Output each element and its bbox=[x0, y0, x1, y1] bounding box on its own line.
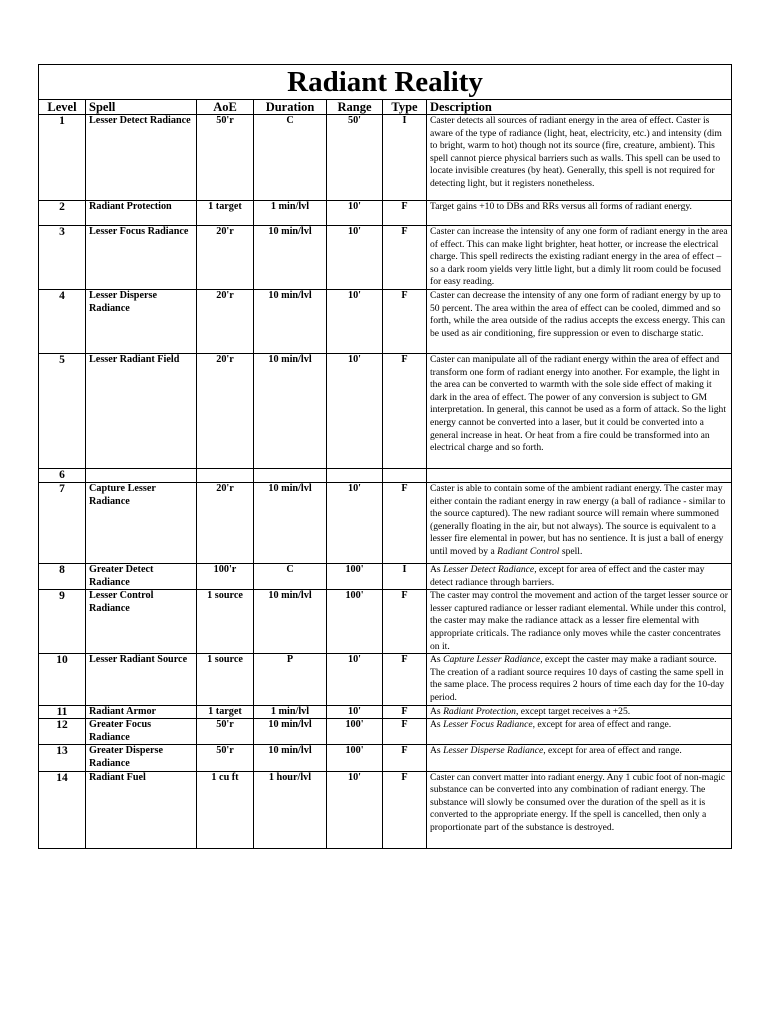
description-text: As bbox=[430, 654, 444, 666]
spell-reference: Lesser Disperse Radiance bbox=[443, 745, 544, 757]
cell-level: 9 bbox=[39, 590, 86, 654]
cell-aoe: 20'r bbox=[197, 226, 254, 290]
cell-aoe: 1 source bbox=[197, 654, 254, 705]
cell-level: 14 bbox=[39, 771, 86, 848]
cell-spell: Lesser Control Radiance bbox=[86, 590, 197, 654]
cell-range: 10' bbox=[327, 226, 383, 290]
cell-spell: Lesser Focus Radiance bbox=[86, 226, 197, 290]
cell-aoe: 1 target bbox=[197, 201, 254, 226]
cell-duration: 1 min/lvl bbox=[254, 705, 327, 719]
description-text: As bbox=[430, 705, 444, 717]
cell-aoe: 50'r bbox=[197, 115, 254, 201]
cell-spell: Lesser Radiant Source bbox=[86, 654, 197, 705]
cell-level: 7 bbox=[39, 483, 86, 564]
cell-spell: Greater Focus Radiance bbox=[86, 719, 197, 745]
cell-spell: Capture Lesser Radiance bbox=[86, 483, 197, 564]
cell-spell: Radiant Fuel bbox=[86, 771, 197, 848]
cell-description: Caster can decrease the intensity of any one form of radiant energy by up to 50 percent. The area within the area of effect can be cooled, dimmed and so forth, while the area outside of the radius accepts the excess energy. This can be used as air conditioning, fire suppression or even to discharge static. bbox=[427, 290, 732, 354]
cell-type: F bbox=[383, 290, 427, 354]
description-text: Caster is able to contain some of the ambient radiant energy. The caster may either contain the radiant energy in raw energy (a ball of radiance - similar to the source captured). The new radiant source will remain where summoned (generally floating in the air, but not always). The source is equivalent to a lesser fire elemental in power, but has no sentience. It is just a ball of energy until moved by a bbox=[430, 483, 726, 557]
cell-duration: 10 min/lvl bbox=[254, 483, 327, 564]
cell-range: 10' bbox=[327, 354, 383, 469]
cell-aoe: 20'r bbox=[197, 290, 254, 354]
page-title: Radiant Reality bbox=[39, 65, 732, 100]
cell-duration bbox=[254, 469, 327, 483]
cell-description: Caster can manipulate all of the radiant energy within the area of effect and transform one form of radiant energy into another. For example, the light in the area can be converted to warmth with the sole side effect of making it dark in the area of effect. The power of any conversion is subject to GM interpretation. In general, this cannot be used as a form of attack. So the light energy cannot be converted into a laser, but it could be converted into a general increase in heat. Or heat from a fire could be transformed into an electrical charge and so forth. bbox=[427, 354, 732, 469]
cell-duration: 10 min/lvl bbox=[254, 290, 327, 354]
cell-type: F bbox=[383, 719, 427, 745]
cell-spell bbox=[86, 469, 197, 483]
cell-level: 6 bbox=[39, 469, 86, 483]
cell-level: 12 bbox=[39, 719, 86, 745]
cell-aoe: 1 target bbox=[197, 705, 254, 719]
cell-spell: Lesser Disperse Radiance bbox=[86, 290, 197, 354]
cell-range: 10' bbox=[327, 654, 383, 705]
table-row bbox=[39, 354, 732, 469]
cell-spell: Lesser Detect Radiance bbox=[86, 115, 197, 201]
cell-aoe: 1 cu ft bbox=[197, 771, 254, 848]
table-row bbox=[39, 705, 732, 719]
cell-aoe bbox=[197, 469, 254, 483]
spell-reference: Radiant Protection bbox=[443, 705, 516, 717]
table-row bbox=[39, 564, 732, 590]
table-row bbox=[39, 590, 732, 654]
spell-table bbox=[38, 64, 732, 849]
cell-aoe: 1 source bbox=[197, 590, 254, 654]
cell-level: 13 bbox=[39, 745, 86, 771]
cell-type: F bbox=[383, 226, 427, 290]
table-row bbox=[39, 115, 732, 201]
spell-list-sheet bbox=[38, 64, 731, 849]
cell-description: Caster can convert matter into radiant energy. Any 1 cubic foot of non-magic substance can be converted into any combination of radiant energy. The substance will slowly be consumed over the duration of the spell as it is converted to the appropriate energy. If the spell is cancelled, then only a proportionate part of the substance is destroyed. bbox=[427, 771, 732, 848]
cell-spell: Greater Detect Radiance bbox=[86, 564, 197, 590]
cell-range bbox=[327, 469, 383, 483]
description-text: , except for area of effect and the caster may detect radiance through barriers. bbox=[430, 564, 705, 588]
table-row bbox=[39, 201, 732, 226]
cell-description: Caster detects all sources of radiant energy in the area of effect. Caster is aware of the type of radiance (light, heat, electricity, etc.) and intensity (dim to bright, warm to hot) though not its source (fire, creature, ambient). This spell cannot pierce physical barriers such as walls. This spell can be used to locate invisible creatures (by heat). Generally, this spell is not required for detecting light, but it registers nonetheless. bbox=[427, 115, 732, 201]
cell-range: 10' bbox=[327, 290, 383, 354]
cell-duration: 10 min/lvl bbox=[254, 226, 327, 290]
cell-type: F bbox=[383, 745, 427, 771]
cell-duration: C bbox=[254, 115, 327, 201]
cell-duration: 10 min/lvl bbox=[254, 354, 327, 469]
header-row bbox=[39, 100, 732, 115]
spell-reference: Radiant Control bbox=[497, 545, 560, 557]
cell-range: 100' bbox=[327, 590, 383, 654]
cell-level: 10 bbox=[39, 654, 86, 705]
cell-spell: Greater Disperse Radiance bbox=[86, 745, 197, 771]
cell-range: 10' bbox=[327, 771, 383, 848]
cell-aoe: 20'r bbox=[197, 354, 254, 469]
header-description: Description bbox=[427, 100, 732, 115]
cell-spell: Radiant Armor bbox=[86, 705, 197, 719]
spell-reference: Lesser Detect Radiance bbox=[443, 564, 535, 575]
cell-duration: 1 min/lvl bbox=[254, 201, 327, 226]
cell-level: 11 bbox=[39, 705, 86, 719]
description-text: , except target receives a +25. bbox=[515, 705, 631, 717]
cell-range: 100' bbox=[327, 745, 383, 771]
cell-range: 10' bbox=[327, 483, 383, 564]
description-text: spell. bbox=[559, 545, 583, 557]
header-spell: Spell bbox=[86, 100, 197, 115]
cell-description bbox=[427, 719, 732, 745]
cell-aoe: 50'r bbox=[197, 745, 254, 771]
cell-aoe: 50'r bbox=[197, 719, 254, 745]
cell-type: F bbox=[383, 705, 427, 719]
cell-description: Target gains +10 to DBs and RRs versus all forms of radiant energy. bbox=[427, 201, 732, 226]
table-row bbox=[39, 771, 732, 848]
cell-type: F bbox=[383, 201, 427, 226]
cell-duration: C bbox=[254, 564, 327, 590]
cell-description bbox=[427, 469, 732, 483]
cell-range: 100' bbox=[327, 719, 383, 745]
cell-level: 2 bbox=[39, 201, 86, 226]
description-text: As bbox=[430, 719, 444, 731]
cell-type: F bbox=[383, 354, 427, 469]
cell-range: 100' bbox=[327, 564, 383, 590]
cell-duration: P bbox=[254, 654, 327, 705]
cell-duration: 10 min/lvl bbox=[254, 745, 327, 771]
cell-range: 10' bbox=[327, 705, 383, 719]
cell-description bbox=[427, 705, 732, 719]
description-text: As bbox=[430, 564, 444, 575]
cell-duration: 1 hour/lvl bbox=[254, 771, 327, 848]
cell-aoe: 100'r bbox=[197, 564, 254, 590]
header-level: Level bbox=[39, 100, 86, 115]
cell-spell: Lesser Radiant Field bbox=[86, 354, 197, 469]
cell-type: F bbox=[383, 483, 427, 564]
cell-level: 4 bbox=[39, 290, 86, 354]
cell-level: 5 bbox=[39, 354, 86, 469]
table-row bbox=[39, 226, 732, 290]
table-row bbox=[39, 469, 732, 483]
cell-type: I bbox=[383, 115, 427, 201]
cell-type: I bbox=[383, 564, 427, 590]
table-row bbox=[39, 654, 732, 705]
spell-reference: Lesser Focus Radiance bbox=[443, 719, 533, 731]
cell-range: 10' bbox=[327, 201, 383, 226]
table-row bbox=[39, 745, 732, 771]
cell-description: Caster can increase the intensity of any one form of radiant energy in the area of effect. This can make light brighter, heat hotter, or increase the electrical charge. This spell redirects the existing radiant energy in the area of effect – so a dark room yields very little light, but a dimly lit room could be focused for easy reading. bbox=[427, 226, 732, 290]
cell-spell: Radiant Protection bbox=[86, 201, 197, 226]
description-text: , except for area of effect and range. bbox=[543, 745, 682, 757]
description-text: , except for area of effect and range. bbox=[532, 719, 672, 731]
table-row bbox=[39, 483, 732, 564]
cell-type: F bbox=[383, 654, 427, 705]
cell-type: F bbox=[383, 590, 427, 654]
table-row bbox=[39, 719, 732, 745]
cell-description bbox=[427, 654, 732, 705]
header-duration: Duration bbox=[254, 100, 327, 115]
cell-range: 50' bbox=[327, 115, 383, 201]
cell-description: The caster may control the movement and action of the target lesser source or lesser captured radiance or lesser radiant elemental. While under this control, the caster may make the radiance attack as a lesser fire elemental with appropriate criticals. The radiance only moves while the caster concentrates on it. bbox=[427, 590, 732, 654]
cell-level: 3 bbox=[39, 226, 86, 290]
cell-description bbox=[427, 564, 732, 590]
description-text: As bbox=[430, 745, 444, 757]
cell-description bbox=[427, 483, 732, 564]
header-aoe: AoE bbox=[197, 100, 254, 115]
header-range: Range bbox=[327, 100, 383, 115]
spell-rows bbox=[39, 115, 732, 849]
description-text: , except the caster may make a radiant source. The creation of a radiant source requires 10 days of casting the same spell in the same place. The process requires 2 hours of time each day for the 10-day period. bbox=[430, 654, 725, 703]
table-row bbox=[39, 290, 732, 354]
cell-type: F bbox=[383, 771, 427, 848]
header-type: Type bbox=[383, 100, 427, 115]
cell-duration: 10 min/lvl bbox=[254, 590, 327, 654]
cell-level: 8 bbox=[39, 564, 86, 590]
cell-description bbox=[427, 745, 732, 771]
cell-level: 1 bbox=[39, 115, 86, 201]
cell-duration: 10 min/lvl bbox=[254, 719, 327, 745]
cell-type bbox=[383, 469, 427, 483]
cell-aoe: 20'r bbox=[197, 483, 254, 564]
spell-reference: Capture Lesser Radiance bbox=[443, 654, 541, 666]
